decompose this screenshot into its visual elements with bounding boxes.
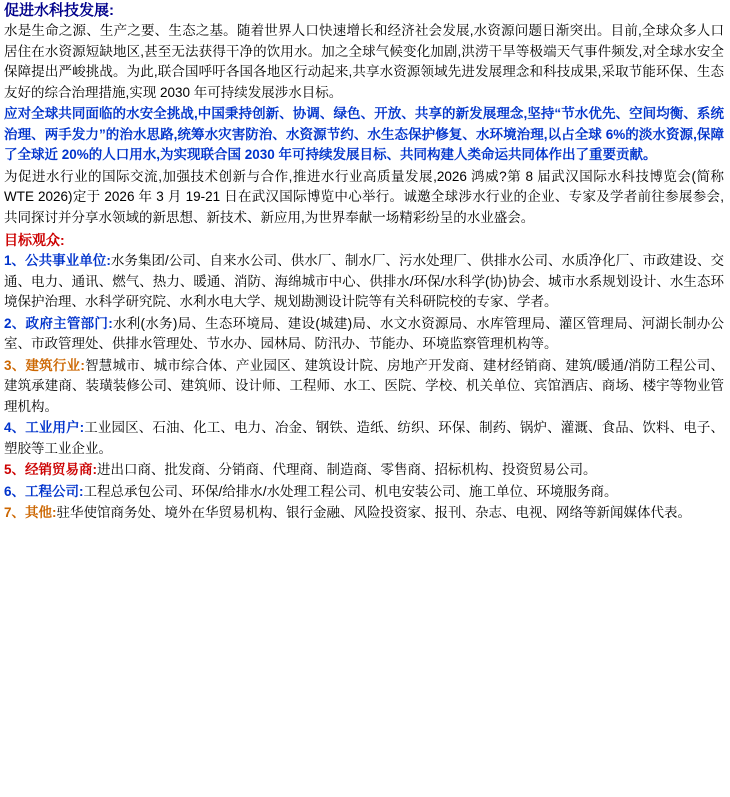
page-title: 促进水科技发展: [4, 2, 114, 19]
list-item-label: 2、政府主管部门: [4, 315, 113, 331]
list-item [4, 314, 724, 355]
target-audience-list [4, 251, 724, 524]
paragraph-water-resources: 水是生命之源、生产之要、生态之基。随着世界人口快速增长和经济社会发展,水资源问题日渐突出。目前,全球众多人口居住在水资源短缺地区,甚至无法获得干净的饮用水。加之全球气候变化加剧,洪涝干旱等极端天气事件频发,对全球水安全保障提出严峻挑战。为此,联合国呼吁各国各地区行动起来,共享水资源领域先进发展理念和科技成果,采取节能环保、生态友好的综合治理措施,实现 2030 年可持续发展涉水目标。 [4, 23, 724, 100]
list-item-label: 3、建筑行业: [4, 357, 85, 373]
list-item-text: 智慧城市、城市综合体、产业园区、建筑设计院、房地产开发商、建材经销商、建筑/暖通/消防工程公司、建筑承建商、装璜装修公司、建筑师、设计师、工程师、水工、医院、学校、机关单位、宾馆酒店、商场、楼宇等物业管理机构。 [4, 357, 724, 414]
list-item-label: 6、工程公司: [4, 483, 84, 499]
list-item-text: 工程总承包公司、环保/给排水/水处理工程公司、机电安装公司、施工单位、环境服务商。 [83, 483, 618, 499]
list-item [4, 460, 724, 481]
list-item [4, 251, 724, 313]
list-item-label: 4、工业用户: [4, 420, 85, 435]
list-item-text: 进出口商、批发商、分销商、代理商、制造商、零售商、招标机构、投资贸易公司。 [97, 462, 597, 477]
list-item-label: 1、公共事业单位: [4, 253, 111, 268]
list-item [4, 482, 724, 503]
list-item-label: 5、经销贸易商: [4, 462, 98, 477]
list-item-text: 水务集团/公司、自来水公司、供水厂、制水厂、污水处理厂、供排水公司、水质净化厂、市政建设、交通、电力、通讯、燃气、热力、暖通、消防、海绵城市中心、供排水/环保/水科学(协)协会、城市水系规划设计、水生态环境保护治理、水科学研究院、水利水电大学、规划勘测设计院等有关科研院校的专家、学者。 [4, 253, 724, 309]
list-item-text: 水利(水务)局、生态环境局、建设(城建)局、水文水资源局、水库管理局、灌区管理局、河湖长制办公室、市政管理处、供排水管理处、节水办、园林局、防汛办、节能办、环境监察管理机构等。 [4, 315, 724, 351]
section-title-target-audience: 目标观众: [4, 232, 65, 248]
paragraph-expo-invitation: 为促进水行业的国际交流,加强技术创新与合作,推进水行业高质量发展,2026 鸿威?第 8 届武汉国际水科技博览会(简称 WTE 2026)定于 2026 年 3 月 19-21 日在武汉国际博览中心举行。诚邀全球涉水行业的企业、专家及学者前往参展参会,共同探讨并分享水领域的新思想、新技术、新应用,为世界奉献一场精彩纷呈的水业盛会。 [4, 168, 724, 225]
list-item [4, 356, 724, 418]
list-item-text: 驻华使馆商务处、境外在华贸易机构、银行金融、风险投资家、报刊、杂志、电视、网络等新闻媒体代表。 [56, 505, 692, 520]
paragraph-china-policy: 应对全球共同面临的水安全挑战,中国秉持创新、协调、绿色、开放、共享的新发展理念,坚持“节水优先、空间均衡、系统治理、两手发力”的治水思路,统筹水灾害防治、水资源节约、水生态保护修复、水环境治理,以占全球 6%的淡水资源,保障了全球近 20%的人口用水,为实现联合国 2030 年可持续发展目标、共同构建人类命运共同体作出了重要贡献。 [4, 106, 724, 162]
list-item-label: 7、其他: [4, 505, 57, 520]
list-item-text: 工业园区、石油、化工、电力、冶金、钢铁、造纸、纺织、环保、制药、锅炉、灌溉、食品、饮料、电子、塑胶等工业企业。 [4, 420, 724, 456]
list-item [4, 503, 724, 524]
list-item [4, 418, 724, 459]
